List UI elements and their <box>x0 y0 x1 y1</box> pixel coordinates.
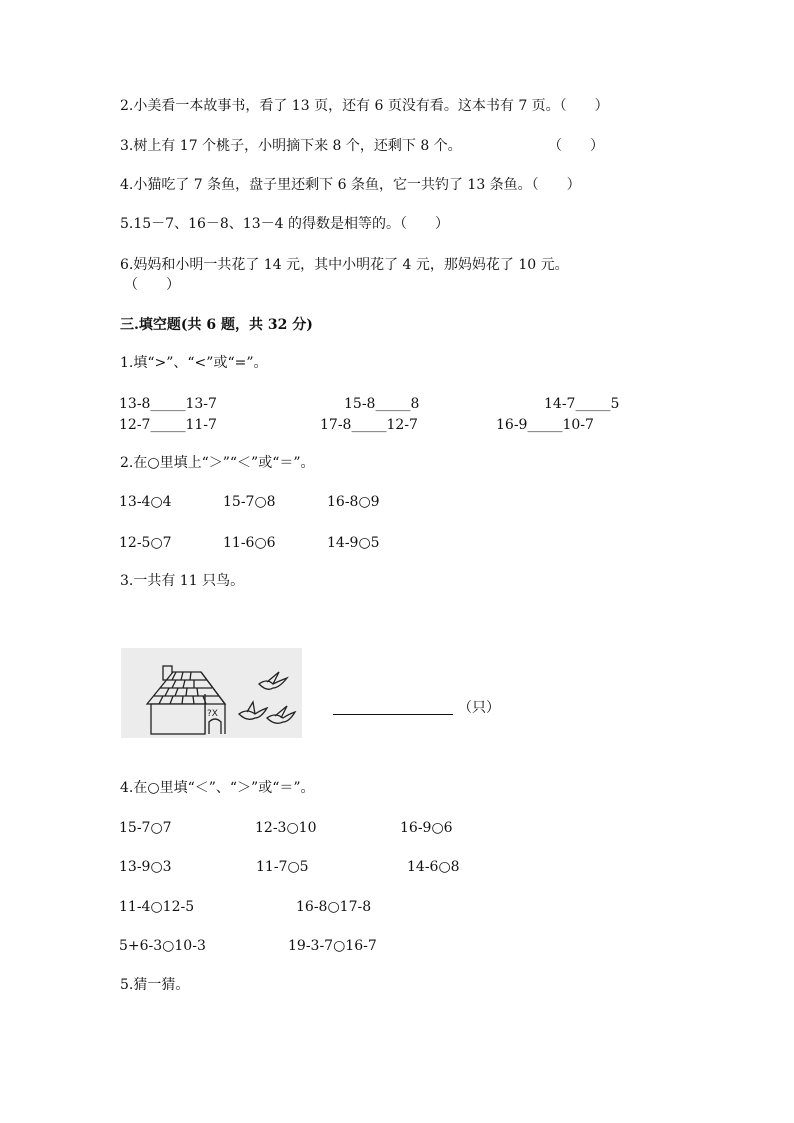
fill-q4-item: 13-9○3 <box>119 859 172 875</box>
fill-q1-item: 15-8_____8 <box>344 396 420 412</box>
judge-q4: 4.小猫吃了 7 条鱼，盘子里还剩下 6 条鱼，它一共钓了 13 条鱼。（ ） <box>120 177 581 193</box>
fill-q4-item: 5+6-3○10-3 <box>119 938 206 954</box>
fill-q4-item: 12-3○10 <box>255 820 317 836</box>
fill-q2-item: 14-9○5 <box>327 535 380 551</box>
svg-text:?X: ?X <box>207 709 218 719</box>
fill-q2-item: 11-6○6 <box>223 535 276 551</box>
fill-q4-item: 11-7○5 <box>256 859 309 875</box>
fill-q3-unit: （只） <box>458 700 500 716</box>
judge-q6-answer: （ ） <box>124 277 180 293</box>
fill-q2-item: 15-7○8 <box>223 494 276 510</box>
answer-blank-line[interactable] <box>333 714 453 715</box>
judge-q2: 2.小美看一本故事书，看了 13 页，还有 6 页没有看。这本书有 7 页。（ ） <box>120 98 609 114</box>
judge-q3-answer: （ ） <box>548 138 604 154</box>
fill-q4-item: 14-6○8 <box>407 859 460 875</box>
fill-q4-item: 16-9○6 <box>400 820 453 836</box>
fill-q5-title: 5.猜一猜。 <box>120 977 190 993</box>
fill-q2-item: 16-8○9 <box>327 494 380 510</box>
fill-q1-item: 17-8_____12-7 <box>320 417 418 433</box>
fill-q4-item: 11-4○12-5 <box>119 899 195 915</box>
judge-q6: 6.妈妈和小明一共花了 14 元，其中小明花了 4 元，那妈妈花了 10 元。 <box>120 257 569 273</box>
fill-q1-item: 13-8_____13-7 <box>119 396 217 412</box>
fill-q2-item: 13-4○4 <box>119 494 172 510</box>
fill-q2-item: 12-5○7 <box>119 535 172 551</box>
house-birds-illustration <box>121 648 302 738</box>
house-birds-image <box>121 648 302 738</box>
fill-q2-title: 2.在○里填上“＞”“＜”或“＝”。 <box>120 455 315 471</box>
fill-q4-item: 19-3-7○16-7 <box>288 938 377 954</box>
fill-q4-item: 15-7○7 <box>119 820 172 836</box>
fill-q1-item: 16-9_____10-7 <box>496 417 594 433</box>
section-title: 三.填空题(共 6 题，共 32 分) <box>120 317 313 333</box>
fill-q1-title: 1.填“>”、“<”或“=”。 <box>120 355 268 371</box>
judge-q5: 5.15－7、16－8、13－4 的得数是相等的。（ ） <box>120 216 449 232</box>
fill-q4-title: 4.在○里填“＜”、“＞”或“＝”。 <box>120 780 315 796</box>
judge-q3: 3.树上有 17 个桃子，小明摘下来 8 个，还剩下 8 个。 <box>120 138 462 154</box>
fill-q4-item: 16-8○17-8 <box>296 899 372 915</box>
fill-q1-item: 14-7_____5 <box>544 396 620 412</box>
fill-q3-title: 3.一共有 11 只鸟。 <box>120 573 245 589</box>
fill-q1-item: 12-7_____11-7 <box>119 417 217 433</box>
